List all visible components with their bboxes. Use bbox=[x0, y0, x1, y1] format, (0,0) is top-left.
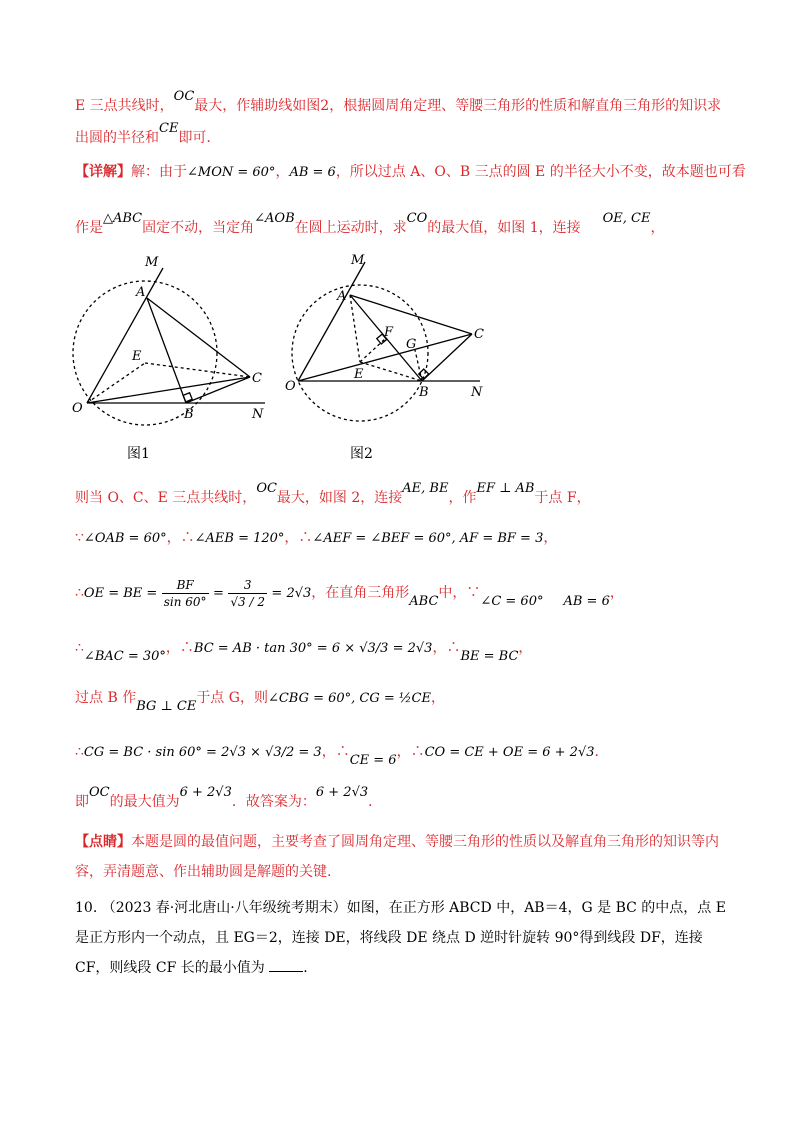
fig1-label-o: O bbox=[72, 401, 83, 416]
math-oc: OC bbox=[173, 89, 195, 104]
fig1-line-ac bbox=[147, 298, 250, 377]
solution-line-7: ∴OE = BE = $\frac{BF}{\sin 60^\circ}$ = $\frac{3}{√3 / 2}$ = 2√3，在直角三角形ABC中，∵∠C = 60° AB = 6， bbox=[75, 577, 624, 609]
detail-tag: 【详解】 bbox=[75, 164, 131, 180]
fig2-line-eb bbox=[360, 362, 422, 381]
fig2-label-e: E bbox=[354, 367, 364, 382]
fig1-line-oc bbox=[87, 377, 250, 403]
fig1-label-n: N bbox=[252, 407, 264, 422]
solution-line-2: 出圆的半径和CE即可. bbox=[75, 121, 211, 146]
math-ce: CE bbox=[159, 121, 179, 136]
fig2-label-c: C bbox=[474, 327, 484, 342]
solution-line-6: ∵∠OAB = 60°，∴∠AEB = 120°，∴∠AEF = ∠BEF = 60°, AF = BF = 3， bbox=[75, 530, 558, 546]
fig1-label-e: E bbox=[132, 349, 142, 364]
solution-line-10: ∴CG = BC · sin 60° = 2√3 × √3/2 = 3，∴CE = 6，∴CO = CE + OE = 6 + 2√3． bbox=[75, 744, 609, 768]
fig1-label-c: C bbox=[252, 371, 262, 386]
fig2-label-g: G bbox=[406, 337, 417, 352]
comment-line-1: 【点睛】本题是圆的最值问题，主要考查了圆周角定理、等腰三角形的性质以及解直角三角形的知识等内 bbox=[75, 834, 719, 850]
fig2-label-b: B bbox=[419, 385, 429, 400]
question-text: 如图，在正方形 ABCD 中，AB＝4，G 是 BC 的中点，点 E 是正方形内一个动点，且 EG＝2，连接 DE，将线段 DE 绕点 D 逆时针旋转 90°得到线段 DF，连接 CF，则线段 CF 长的最小值为 bbox=[75, 900, 726, 976]
fig2-label-o: O bbox=[285, 379, 296, 394]
geometry-figures bbox=[60, 250, 520, 470]
figure-2 bbox=[285, 253, 484, 421]
figure-2-caption: 图2 bbox=[350, 446, 373, 462]
question-number: 10. bbox=[75, 900, 98, 916]
fig1-label-m: M bbox=[145, 255, 159, 270]
figure-1 bbox=[72, 255, 265, 425]
fig2-label-f: F bbox=[384, 325, 394, 340]
fraction-bf-sin60: $\frac{BF}{\sin 60^\circ}$ bbox=[163, 577, 207, 609]
solution-line-4: 作是△ABC固定不动，当定角∠AOB在圆上运动时，求CO的最大值，如图 1，连接OE, CE， bbox=[75, 211, 665, 236]
solution-line-1: E 三点共线时，OC最大，作辅助线如图2，根据圆周角定理、等腰三角形的性质和解直角三角形的知识求 bbox=[75, 89, 722, 114]
fig1-line-om bbox=[87, 268, 163, 403]
solution-line-11: 即OC的最大值为6 + 2√3．故答案为：6 + 2√3． bbox=[75, 785, 383, 810]
comment-tag: 【点睛】 bbox=[75, 834, 131, 850]
fig2-circle bbox=[292, 285, 428, 421]
fig1-line-oe bbox=[87, 363, 145, 403]
fig2-line-ac bbox=[350, 295, 472, 334]
solution-line-3: 【详解】解：由于∠MON = 60°，AB = 6，所以过点 A、O、B 三点的圆 E 的半径大小不变，故本题也可看 bbox=[75, 164, 746, 180]
answer-blank[interactable] bbox=[269, 959, 303, 972]
question-10: 10. （2023 春·河北唐山·八年级统考期末）如图，在正方形 ABCD 中，AB＝4，G 是 BC 的中点，点 E 是正方形内一个动点，且 EG＝2，连接 DE，将线段 DE 绕点 D 逆时针旋转 90°得到线段 DF，连接 CF，则线段 CF 长的最小值为 . bbox=[75, 900, 726, 976]
fig2-label-n: N bbox=[471, 385, 483, 400]
fig1-line-bc bbox=[186, 377, 250, 403]
solution-line-8: ∴∠BAC = 30°，∴BC = AB · tan 30° = 6 × √3/3 = 2√3，∴BE = BC， bbox=[75, 640, 533, 664]
figure-1-caption: 图1 bbox=[127, 446, 150, 462]
fig2-label-a: A bbox=[337, 289, 347, 304]
fraction-3-sqrt3-2: $\frac{3}{√3 / 2}$ bbox=[230, 577, 265, 609]
fig1-label-b: B bbox=[184, 407, 194, 422]
solution-line-9: 过点 B 作BG ⊥ CE于点 G，则∠CBG = 60°, CG = ½CE， bbox=[75, 690, 445, 714]
fig1-label-a: A bbox=[136, 285, 146, 300]
solution-line-5: 则当 O、C、E 三点共线时，OC最大，如图 2，连接AE, BE，作EF ⊥ AB于点 F， bbox=[75, 481, 591, 506]
comment-line-2: 容，弄清题意、作出辅助圆是解题的关键. bbox=[75, 864, 332, 880]
question-source: （2023 春·河北唐山·八年级统考期末） bbox=[101, 900, 347, 916]
fig2-line-om bbox=[298, 262, 365, 381]
fig2-label-m: M bbox=[351, 253, 365, 268]
